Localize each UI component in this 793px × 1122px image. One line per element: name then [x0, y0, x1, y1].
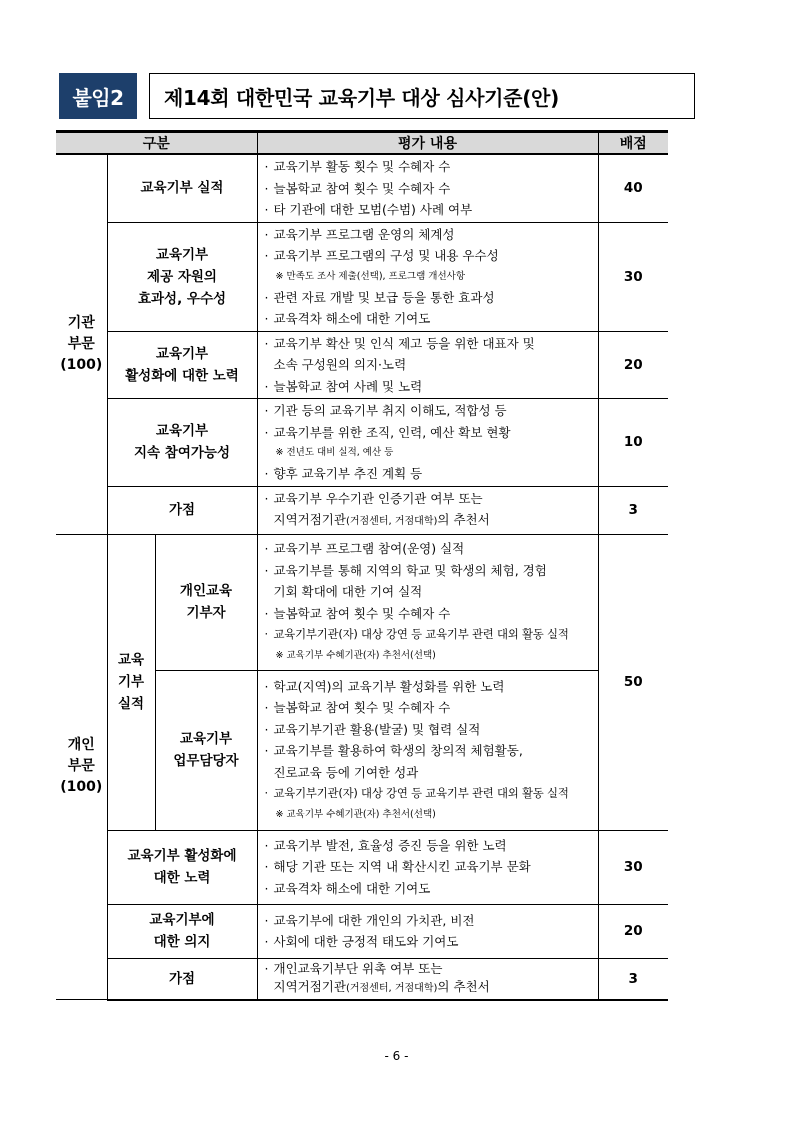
evaluation-items [257, 670, 598, 830]
text-main: 지역거점기관 [273, 978, 346, 994]
page-number: - 6 - [384, 1049, 409, 1063]
category-name [107, 486, 257, 534]
score-cell: 3 [598, 958, 668, 1000]
text-main: 지역거점기관 [273, 512, 346, 527]
score-cell: 3 [598, 486, 668, 534]
list-item: · 교육기부 프로그램 참여(운영) 실적 [264, 538, 592, 560]
text-tail: 의 추천서 [437, 512, 490, 527]
list-item-continuation: 진로교육 등에 기여한 성과 [273, 764, 419, 780]
category-name [107, 222, 257, 331]
list-item: · 교육기부기관 활용(발굴) 및 협력 실적 [264, 719, 592, 741]
table-header-row [56, 132, 668, 155]
performance-label [107, 534, 155, 830]
list-item-continuation: 기회 확대에 대한 기여 실적 [273, 584, 423, 600]
list-item-continuation: 소속 구성원의 의지·노력 [273, 357, 407, 372]
category-name-line: 기부자 [186, 605, 226, 621]
document-header [59, 73, 695, 119]
category-name-line: 교육기부 [155, 246, 209, 263]
text-tail: 의 추천서 [437, 978, 490, 994]
evaluation-items [257, 534, 598, 670]
category-name [107, 331, 257, 399]
score-cell: 30 [598, 830, 668, 904]
list-item: · 교육기부 프로그램의 구성 및 내용 우수성 [264, 245, 592, 267]
list-item: · 사회에 대한 긍정적 태도와 기여도 [264, 931, 592, 953]
list-item-text: 개인교육기부단 위촉 여부 또는 [273, 960, 443, 976]
list-item [264, 960, 592, 998]
evaluation-items [257, 830, 598, 904]
category-name-line: 지속 참여가능성 [134, 445, 230, 462]
score-cell: 30 [598, 222, 668, 331]
category-name-line: 교육기부 [179, 731, 233, 747]
evaluation-items [257, 154, 598, 222]
category-name-line: 가점 [168, 502, 196, 518]
table-row [56, 331, 668, 399]
category-name-line: 교육기부 실적 [140, 180, 224, 197]
score-cell: 10 [598, 399, 668, 487]
list-item: · 늘봄학교 참여 횟수 및 수혜자 수 [264, 178, 592, 200]
category-name [107, 154, 257, 222]
list-item: · 해당 기관 또는 지역 내 확산시킨 교육기부 문화 [264, 856, 592, 878]
list-item-text: 교육기부 확산 및 인식 제고 등을 위한 대표자 및 [273, 335, 535, 351]
list-item: · 기관 등의 교육기부 취지 이해도, 적합성 등 [264, 400, 592, 422]
list-item: · 학교(지역)의 교육기부 활성화를 위한 노력 [264, 676, 592, 698]
section-label-line: (100) [60, 779, 103, 796]
criteria-table [56, 130, 668, 1001]
attachment-badge: 붙임2 [59, 73, 137, 119]
note-text: ※ 교육기부 수혜기관(자) 추천서(선택) [275, 808, 436, 820]
table-row [56, 958, 668, 1000]
category-name-line: 대한 의지 [153, 934, 211, 950]
section-label-line: 부문 [67, 335, 95, 352]
list-item [264, 560, 592, 603]
list-item [264, 740, 592, 783]
list-item: · 교육격차 해소에 대한 기여도 [264, 308, 592, 330]
score-cell: 50 [598, 534, 668, 830]
list-item: · 늘봄학교 참여 횟수 및 수혜자 수 [264, 697, 592, 719]
header-content: 평가 내용 [257, 132, 598, 155]
evaluation-items [257, 222, 598, 331]
score-cell: 40 [598, 154, 668, 222]
evaluation-items [257, 331, 598, 399]
score-cell: 20 [598, 904, 668, 958]
category-name-line: 기부 [117, 674, 145, 690]
list-item: · 관련 자료 개발 및 보급 등을 통한 효과성 [264, 287, 592, 309]
table-row [56, 222, 668, 331]
table-row [56, 534, 668, 670]
list-item: · 교육기부 프로그램 운영의 체계성 [264, 224, 592, 246]
list-item-continuation [274, 509, 592, 533]
list-item [264, 333, 592, 376]
category-name [107, 958, 257, 1000]
list-item: · 타 기관에 대한 모범(수범) 사례 여부 [264, 199, 592, 221]
category-name-line: 활성화에 대한 노력 [125, 367, 239, 384]
category-name-line: 제공 자원의 [147, 268, 217, 285]
evaluation-items [257, 486, 598, 534]
category-name-line: 교육기부에 [149, 912, 215, 928]
list-item: · 교육기부기관(자) 대상 강연 등 교육기부 관련 대외 활동 실적 [264, 624, 592, 646]
list-item: · 교육기부기관(자) 대상 강연 등 교육기부 관련 대외 활동 실적 [264, 783, 592, 805]
note-text: ※ 전년도 대비 실적, 예산 등 [275, 447, 394, 458]
table-row [56, 154, 668, 222]
header-score: 배점 [598, 132, 668, 155]
category-name-line: 개인교육 [179, 583, 233, 599]
section-label-line: (100) [60, 356, 103, 373]
category-name [107, 830, 257, 904]
score-cell: 20 [598, 331, 668, 399]
section-label-line: 개인 [67, 737, 95, 754]
list-item: · 향후 교육기부 추진 계획 등 [264, 463, 592, 485]
list-item: · 교육격차 해소에 대한 기여도 [264, 878, 592, 900]
category-name-line: 효과성, 우수성 [137, 290, 227, 307]
institution-section-label [56, 154, 107, 534]
table-row [56, 830, 668, 904]
category-name-line: 교육기부 활성화에 [127, 848, 237, 864]
table-row [56, 486, 668, 534]
category-name-line: 업무담당자 [173, 753, 239, 769]
category-name [107, 399, 257, 487]
category-name-line: 교육기부 [155, 345, 209, 362]
category-name-line: 교육기부 [155, 423, 209, 440]
list-item: · 늘봄학교 참여 횟수 및 수혜자 수 [264, 603, 592, 625]
list-item [264, 488, 592, 533]
list-item: · 늘봄학교 참여 사례 및 노력 [264, 376, 592, 398]
category-name-line: 대한 노력 [153, 870, 211, 886]
evaluation-items [257, 958, 598, 1000]
list-item: · 교육기부를 위한 조직, 인력, 예산 확보 현황 [264, 422, 592, 444]
evaluation-items [257, 399, 598, 487]
list-item-text: 교육기부를 활용하여 학생의 창의적 체험활동, [273, 743, 523, 758]
document-title: 제14회 대한민국 교육기부 대상 심사기준(안) [164, 85, 559, 110]
category-name [155, 670, 257, 830]
evaluation-items [257, 904, 598, 958]
category-name-line: 가점 [168, 970, 196, 987]
list-item-continuation [274, 978, 592, 998]
text-small: (거점센터, 거점대학) [345, 982, 438, 994]
note-text: ※ 만족도 조사 제출(선택), 프로그램 개선사항 [275, 270, 466, 282]
list-item: · 교육기부에 대한 개인의 가치관, 비전 [264, 910, 592, 932]
individual-section-label [56, 534, 107, 1000]
list-item-text: 교육기부를 통해 지역의 학교 및 학생의 체험, 경험 [273, 562, 547, 578]
list-item: · 교육기부 활동 횟수 및 수혜자 수 [264, 156, 592, 178]
table-row [56, 399, 668, 487]
category-name-line: 교육 [117, 652, 145, 668]
section-label-line: 기관 [67, 314, 95, 331]
list-item: · 교육기부 발전, 효율성 증진 등을 위한 노력 [264, 835, 592, 857]
header-category: 구분 [56, 132, 257, 155]
category-name-line: 실적 [117, 696, 145, 712]
text-small: (거점센터, 거점대학) [345, 516, 438, 527]
section-label-line: 부문 [67, 758, 95, 775]
table-row [56, 904, 668, 958]
list-item-text: 교육기부 우수기관 인증기관 여부 또는 [273, 490, 483, 506]
category-name [155, 534, 257, 670]
title-frame [149, 73, 695, 119]
category-name [107, 904, 257, 958]
note-text: ※ 교육기부 수혜기관(자) 추천서(선택) [275, 649, 436, 661]
